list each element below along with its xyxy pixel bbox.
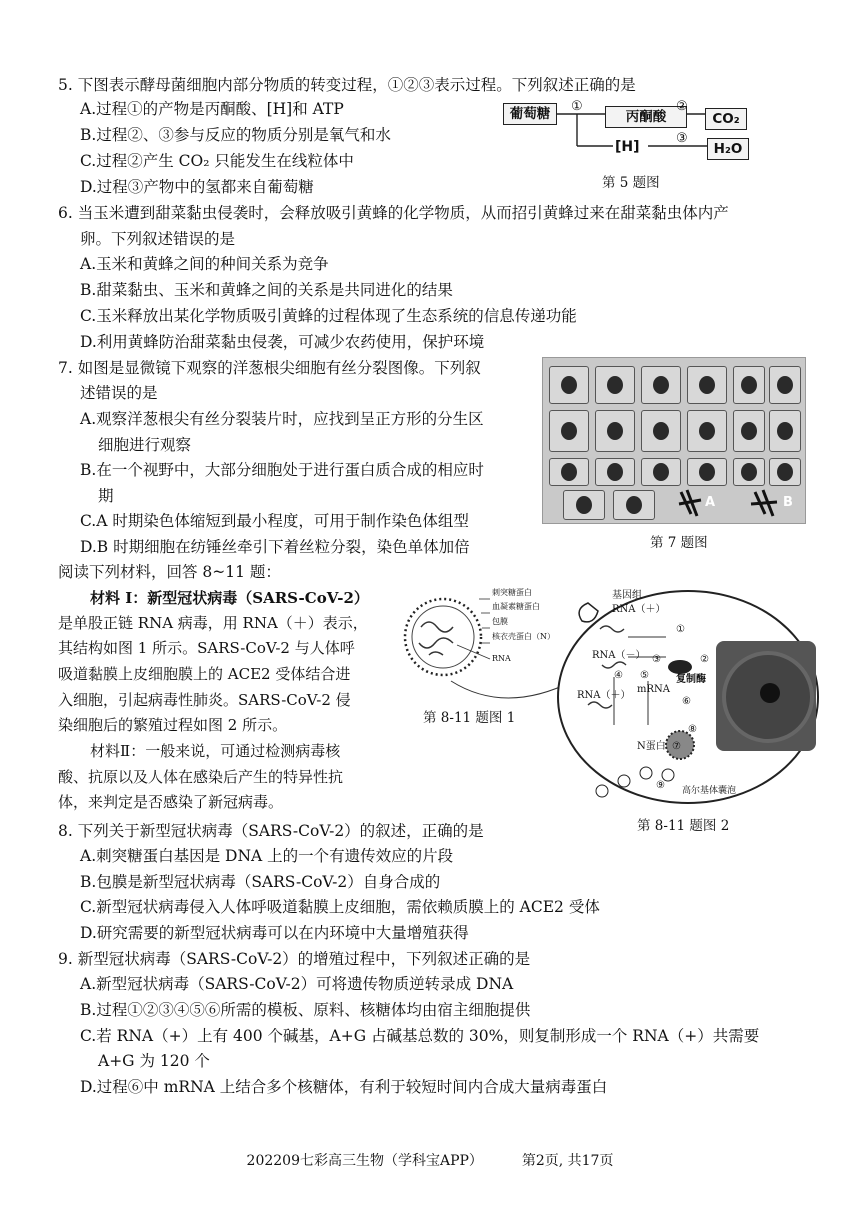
fig1-label-nucleocapsid: 核衣壳蛋白（N）	[492, 632, 555, 641]
q8-option-a: A.刺突糖蛋白基因是 DNA 上的一个有遗传效应的片段	[80, 847, 454, 865]
q9-option-c-line1: C.若 RNA（+）上有 400 个碱基，A+G 占碱基总数的 30%，则复制形成一个 RNA（+）共需要	[80, 1027, 760, 1045]
cell-label-b: B	[783, 495, 793, 510]
q8-stem: 8. 下列关于新型冠状病毒（SARS-CoV-2）的叙述，正确的是	[58, 822, 484, 840]
q7-option-a-line1: A.观察洋葱根尖有丝分裂装片时，应找到呈正方形的分生区	[80, 410, 484, 428]
step3-label: ③	[676, 131, 688, 146]
fig1-label-rna: RNA	[492, 654, 511, 663]
q7-option-a-line2: 细胞进行观察	[98, 436, 192, 454]
fig2-step-6: ⑥	[682, 696, 691, 707]
fig2-step-5: ⑤	[640, 670, 649, 681]
dividing-cells-drawing	[673, 486, 793, 520]
fig2-golgi: 高尔基体囊泡	[682, 786, 737, 796]
q5-option-b: B.过程②、③参与反应的物质分别是氧气和水	[80, 126, 391, 144]
q5-option-d: D.过程③产物中的氢都来自葡萄糖	[80, 178, 314, 196]
q8-option-b: B.包膜是新型冠状病毒（SARS-CoV-2）自身合成的	[80, 873, 441, 891]
q7-stem-line1: 7. 如图是显微镜下观察的洋葱根尖细胞有丝分裂图像。下列叙	[58, 359, 481, 377]
pyruvate-box: 丙酮酸	[605, 106, 687, 128]
q7-option-b-line2: 期	[98, 487, 114, 505]
fig2-step-2: ②	[700, 654, 709, 665]
material-2-line-1: 材料Ⅱ：一般来说，可通过检测病毒核	[90, 742, 341, 760]
material-1-line-4: 吸道黏膜上皮细胞膜上的 ACE2 受体结合进	[58, 665, 351, 683]
co2-box: CO₂	[705, 108, 747, 130]
q5-stem: 5. 下图表示酵母菌细胞内部分物质的转变过程，①②③表示过程。下列叙述正确的是	[58, 76, 636, 94]
q9-option-b: B.过程①②③④⑤⑥所需的模板、原料、核糖体均由宿主细胞提供	[80, 1001, 531, 1019]
fig1-label-envelope: 包膜	[492, 617, 508, 626]
fig2-rna-plus: RNA（＋）	[612, 604, 666, 615]
footer-page-number: 第2页, 共17页	[521, 1153, 614, 1169]
fig2-step-8: ⑧	[688, 724, 697, 735]
fig2-replicase: 复制酶	[676, 674, 706, 685]
q6-option-c: C.玉米释放出某化学物质吸引黄蜂的过程体现了生态系统的信息传递功能	[80, 307, 577, 325]
fig2-genome: 基因组	[612, 590, 642, 601]
fig2-step-9: ⑨	[656, 780, 665, 791]
fig2-step-4: ④	[614, 670, 623, 681]
step2-label: ②	[676, 99, 688, 114]
fig2-step-1: ①	[676, 624, 685, 635]
h2o-box: H₂O	[707, 138, 749, 160]
q6-stem-line2: 卵。下列叙述错误的是	[80, 230, 236, 248]
material-1-line-3: 其结构如图 1 所示。SARS-CoV-2 与人体呼	[58, 639, 355, 657]
step1-label: ①	[571, 99, 583, 114]
fig2-step-7: ⑦	[672, 741, 681, 752]
cell-label-a: A	[705, 495, 716, 510]
q7-option-b-line1: B.在一个视野中，大部分细胞处于进行蛋白质合成的相应时	[80, 461, 484, 479]
material-1-line-5: 入细胞，引起病毒性肺炎。SARS-CoV-2 侵	[58, 691, 351, 709]
fig1-caption: 第 8-11 题图 1	[423, 710, 516, 726]
q6-option-a: A.玉米和黄蜂之间的种间关系为竞争	[80, 255, 329, 273]
footer-source: 202209七彩高三生物（学科宝APP）	[246, 1153, 483, 1169]
reading-intro: 阅读下列材料，回答 8~11 题：	[58, 563, 281, 581]
material-1-line-6: 染细胞后的繁殖过程如图 2 所示。	[58, 716, 288, 734]
q6-option-d: D.利用黄蜂防治甜菜黏虫侵袭，可减少农药使用，保护环境	[80, 333, 485, 351]
page-footer	[0, 1150, 860, 1170]
q9-stem: 9. 新型冠状病毒（SARS-CoV-2）的增殖过程中，下列叙述正确的是	[58, 950, 531, 968]
q6-stem-line1: 6. 当玉米遭到甜菜黏虫侵袭时，会释放吸引黄蜂的化学物质，从而招引黄蜂过来在甜菜黏虫体内产	[58, 204, 729, 222]
glucose-box: 葡萄糖	[503, 103, 557, 125]
q5-option-a: A.过程①的产物是丙酮酸、[H]和 ATP	[80, 100, 344, 118]
fig2-n-protein: N蛋白	[637, 741, 666, 752]
h-label: [H]	[615, 139, 640, 155]
onion-root-micrograph	[542, 357, 806, 524]
q7-option-c: C.A 时期染色体缩短到最小程度，可用于制作染色体组型	[80, 512, 469, 530]
fig2-mrna: mRNA	[637, 684, 670, 695]
q7-option-d: D.B 时期细胞在纺锤丝牵引下着丝粒分裂，染色单体加倍	[80, 538, 470, 556]
q6-option-b: B.甜菜黏虫、玉米和黄蜂之间的关系是共同进化的结果	[80, 281, 453, 299]
material-2-line-3: 体，来判定是否感染了新冠病毒。	[58, 793, 284, 811]
q5-figure-caption: 第 5 题图	[602, 175, 660, 191]
fig1-label-spike: 刺突糖蛋白	[492, 588, 532, 597]
q9-option-d: D.过程⑥中 mRNA 上结合多个核糖体，有利于较短时间内合成大量病毒蛋白	[80, 1078, 608, 1096]
q9-option-c-line2: A+G 为 120 个	[98, 1052, 210, 1070]
q5-option-c: C.过程②产生 CO₂ 只能发生在线粒体中	[80, 152, 354, 170]
fig2-rna-minus: RNA（－）	[592, 650, 646, 661]
fig1-label-hemagglutinin: 血凝素糖蛋白	[492, 602, 540, 611]
q9-option-a: A.新型冠状病毒（SARS-CoV-2）可将遗传物质逆转录成 DNA	[80, 975, 514, 993]
q7-stem-line2: 述错误的是	[80, 384, 158, 402]
q7-figure-caption: 第 7 题图	[650, 535, 708, 551]
fig2-rna-plus-2: RNA（＋）	[577, 690, 631, 701]
material-1-line-1: 材料 I：新型冠状病毒（SARS-CoV-2）	[90, 589, 369, 607]
q8-option-c: C.新型冠状病毒侵入人体呼吸道黏膜上皮细胞，需依赖质膜上的 ACE2 受体	[80, 898, 600, 916]
fig2-caption: 第 8-11 题图 2	[637, 818, 730, 834]
material-1-line-2: 是单股正链 RNA 病毒，用 RNA（＋）表示，	[58, 614, 368, 632]
q8-option-d: D.研究需要的新型冠状病毒可以在内环境中大量增殖获得	[80, 924, 469, 942]
fig2-step-3: ③	[652, 654, 661, 665]
material-2-line-2: 酸、抗原以及人体在感染后产生的特异性抗	[58, 768, 344, 786]
